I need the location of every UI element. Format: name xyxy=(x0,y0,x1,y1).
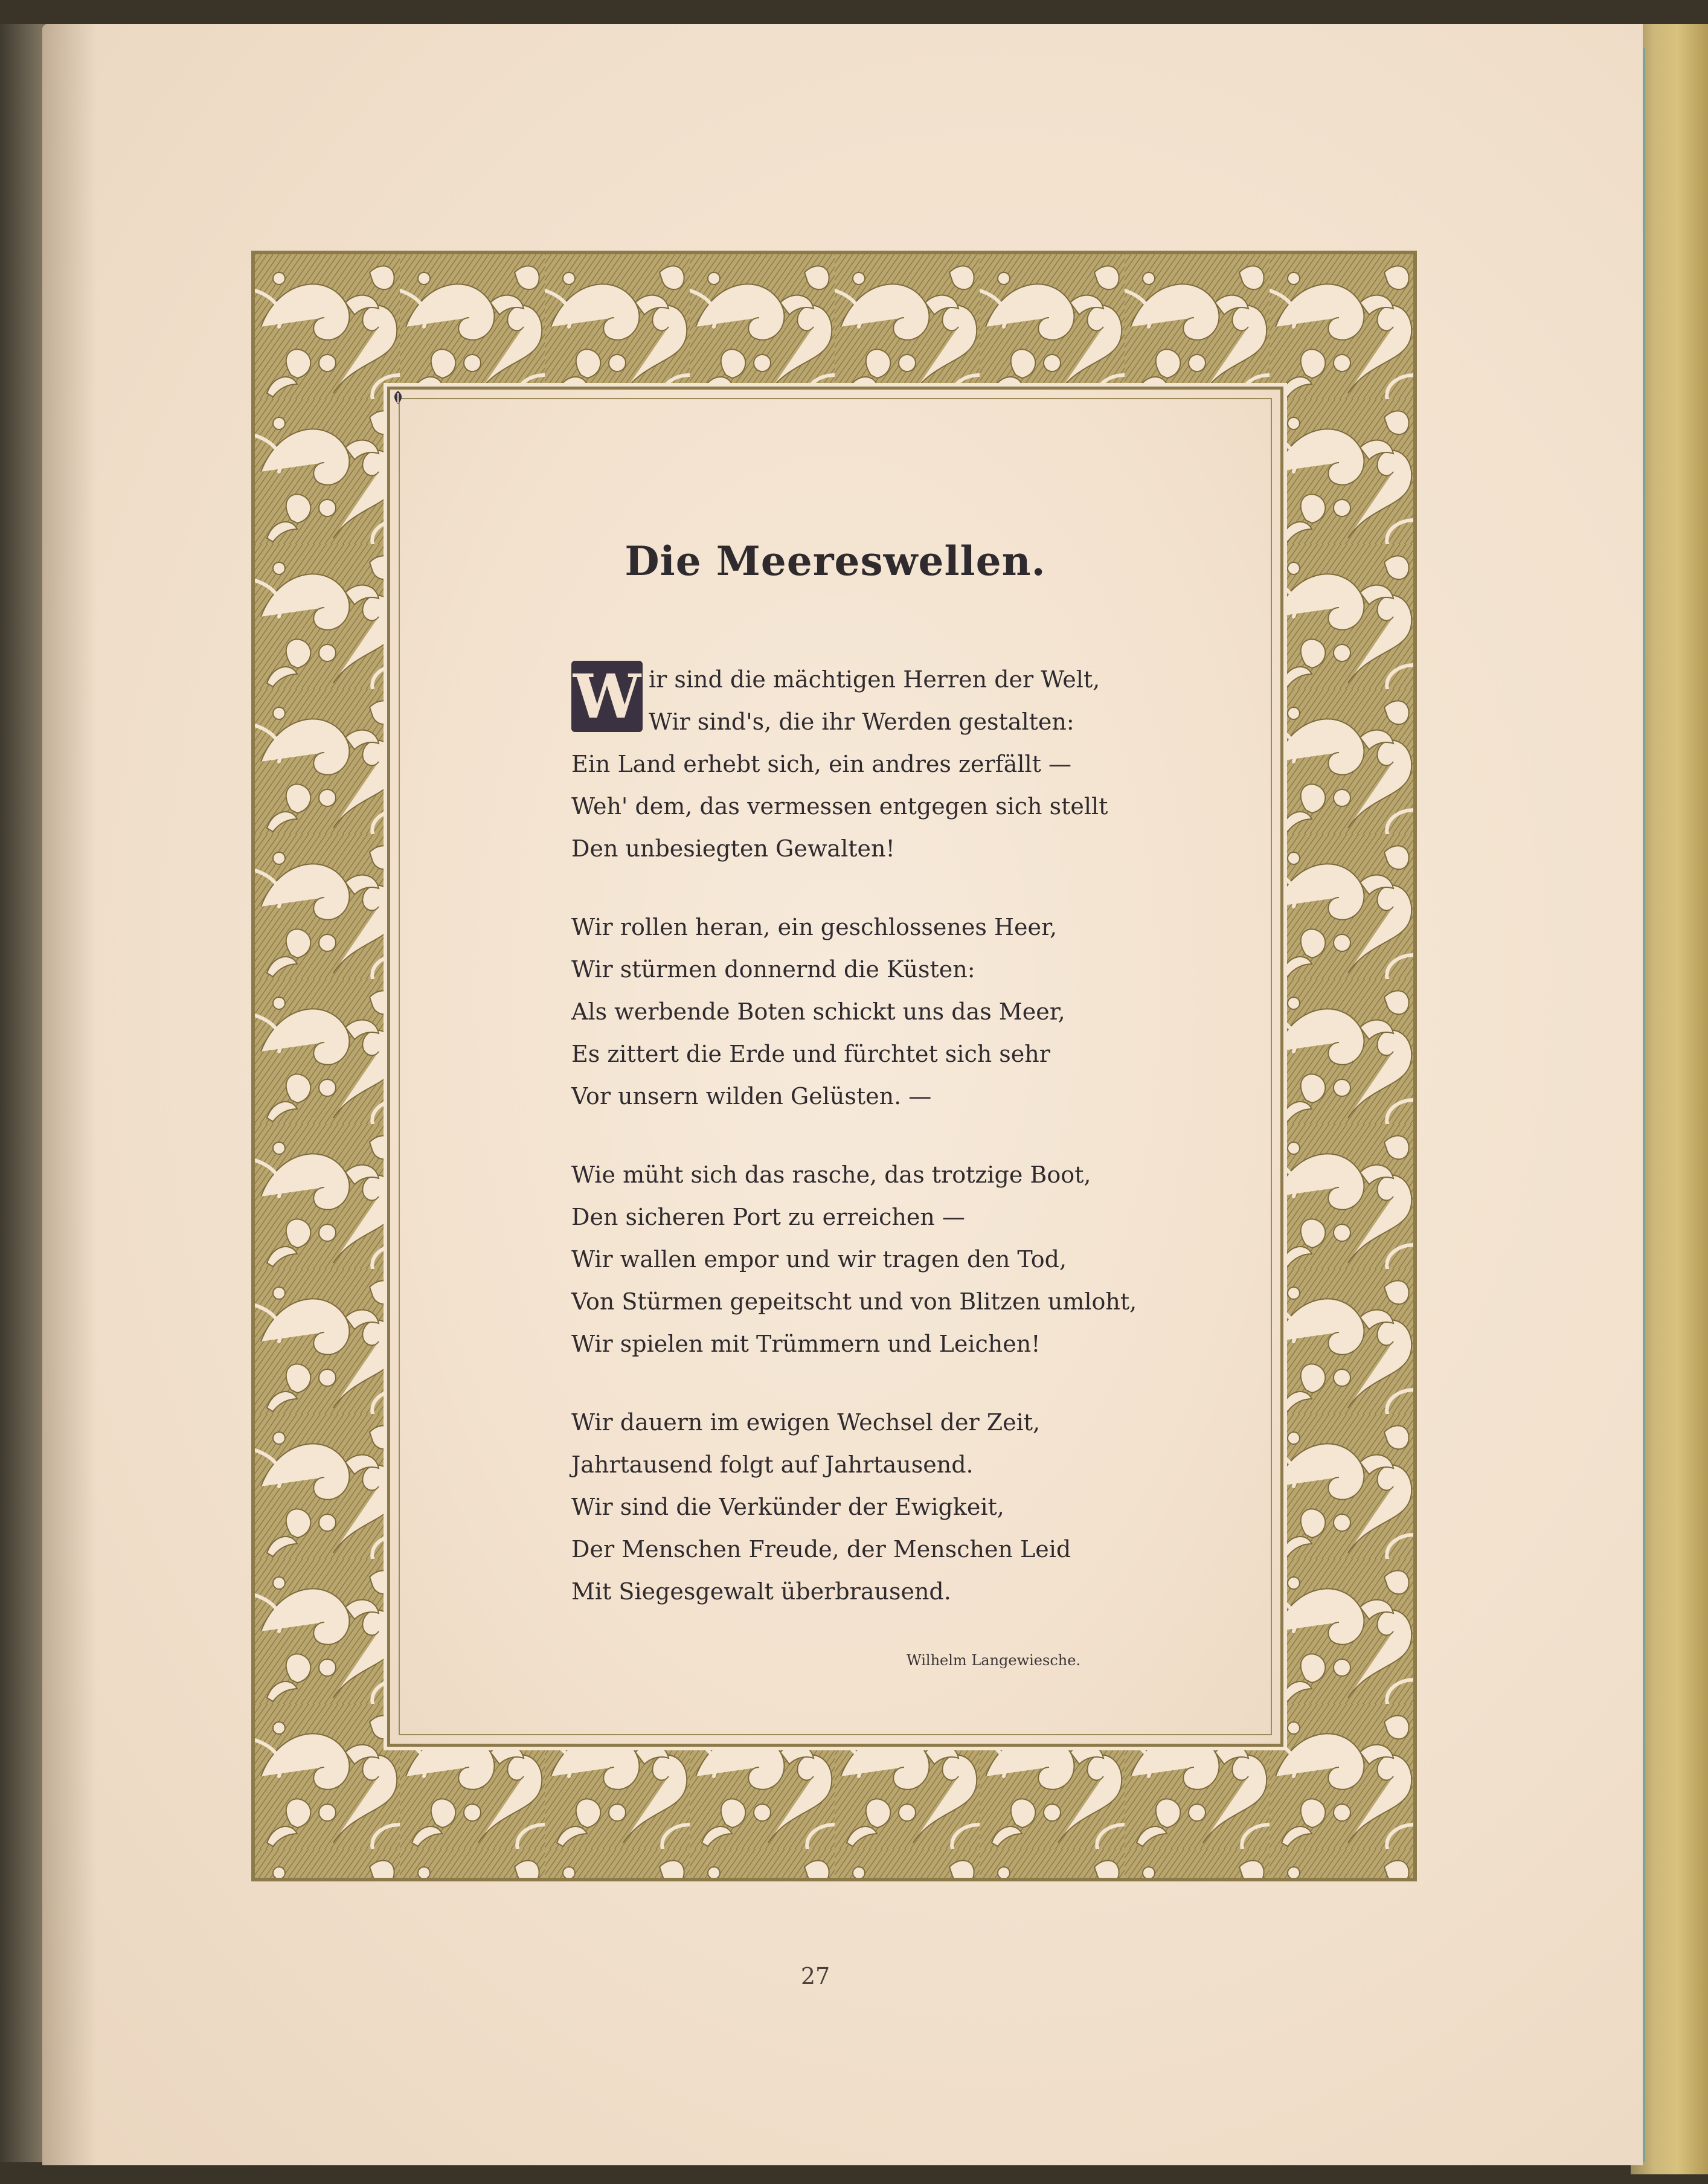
poem-line: Wir dauern im ewigen Wechsel der Zeit, xyxy=(571,1409,1041,1436)
poem-title: Die Meereswellen. xyxy=(624,538,1046,585)
poem-line: Jahrtausend folgt auf Jahrtausend. xyxy=(571,1451,974,1478)
poem-line: Wie müht sich das rasche, das trotzige Boot, xyxy=(571,1161,1091,1188)
poem-line: Wir stürmen donnernd die Küsten: xyxy=(571,956,975,983)
poem-line: Von Stürmen gepeitscht und von Blitzen umloht, xyxy=(571,1288,1137,1315)
poem-line: Wir sind die Verkünder der Ewigkeit, xyxy=(571,1494,1004,1520)
poem-line: Als werbende Boten schickt uns das Meer, xyxy=(571,998,1065,1025)
poem-author: Wilhelm Langewiesche. xyxy=(907,1652,1081,1669)
poem-line: Den sicheren Port zu erreichen — xyxy=(571,1204,965,1230)
poem-line: Mit Siegesgewalt überbrausend. xyxy=(571,1578,951,1605)
poem-line: Vor unsern wilden Gelüsten. — xyxy=(571,1083,932,1110)
leaf-ornament-icon xyxy=(390,390,406,405)
poem-body xyxy=(571,658,1175,1649)
poem-line: Es zittert die Erde und fürchtet sich sehr xyxy=(571,1041,1050,1067)
poem-line: ir sind die mächtigen Herren der Welt, xyxy=(649,666,1100,693)
poem-line: Der Menschen Freude, der Menschen Leid xyxy=(571,1536,1071,1563)
poem-line: Den unbesiegten Gewalten! xyxy=(571,835,895,862)
poem-line: Ein Land erhebt sich, ein andres zerfällt — xyxy=(571,751,1072,777)
poem-line: Weh' dem, das vermessen entgegen sich stellt xyxy=(571,793,1108,820)
page-number: 27 xyxy=(800,1963,830,1990)
poem-line: Wir sind's, die ihr Werden gestalten: xyxy=(649,708,1074,735)
stanza-2 xyxy=(571,906,1175,1117)
drop-cap: W xyxy=(571,661,643,732)
poem-line: Wir wallen empor und wir tragen den Tod, xyxy=(571,1246,1067,1273)
text-panel xyxy=(387,387,1283,1747)
stanza-1-opening xyxy=(571,658,1175,743)
stanza-3 xyxy=(571,1154,1175,1365)
stanza-4 xyxy=(571,1401,1175,1613)
poem-line: Wir rollen heran, ein geschlossenes Heer, xyxy=(571,914,1058,940)
stanza-1 xyxy=(571,658,1175,870)
book-page xyxy=(42,24,1643,2165)
poem-line: Wir spielen mit Trümmern und Leichen! xyxy=(571,1331,1041,1357)
ornamental-border xyxy=(251,251,1417,1881)
facing-page-edge xyxy=(0,24,48,2162)
